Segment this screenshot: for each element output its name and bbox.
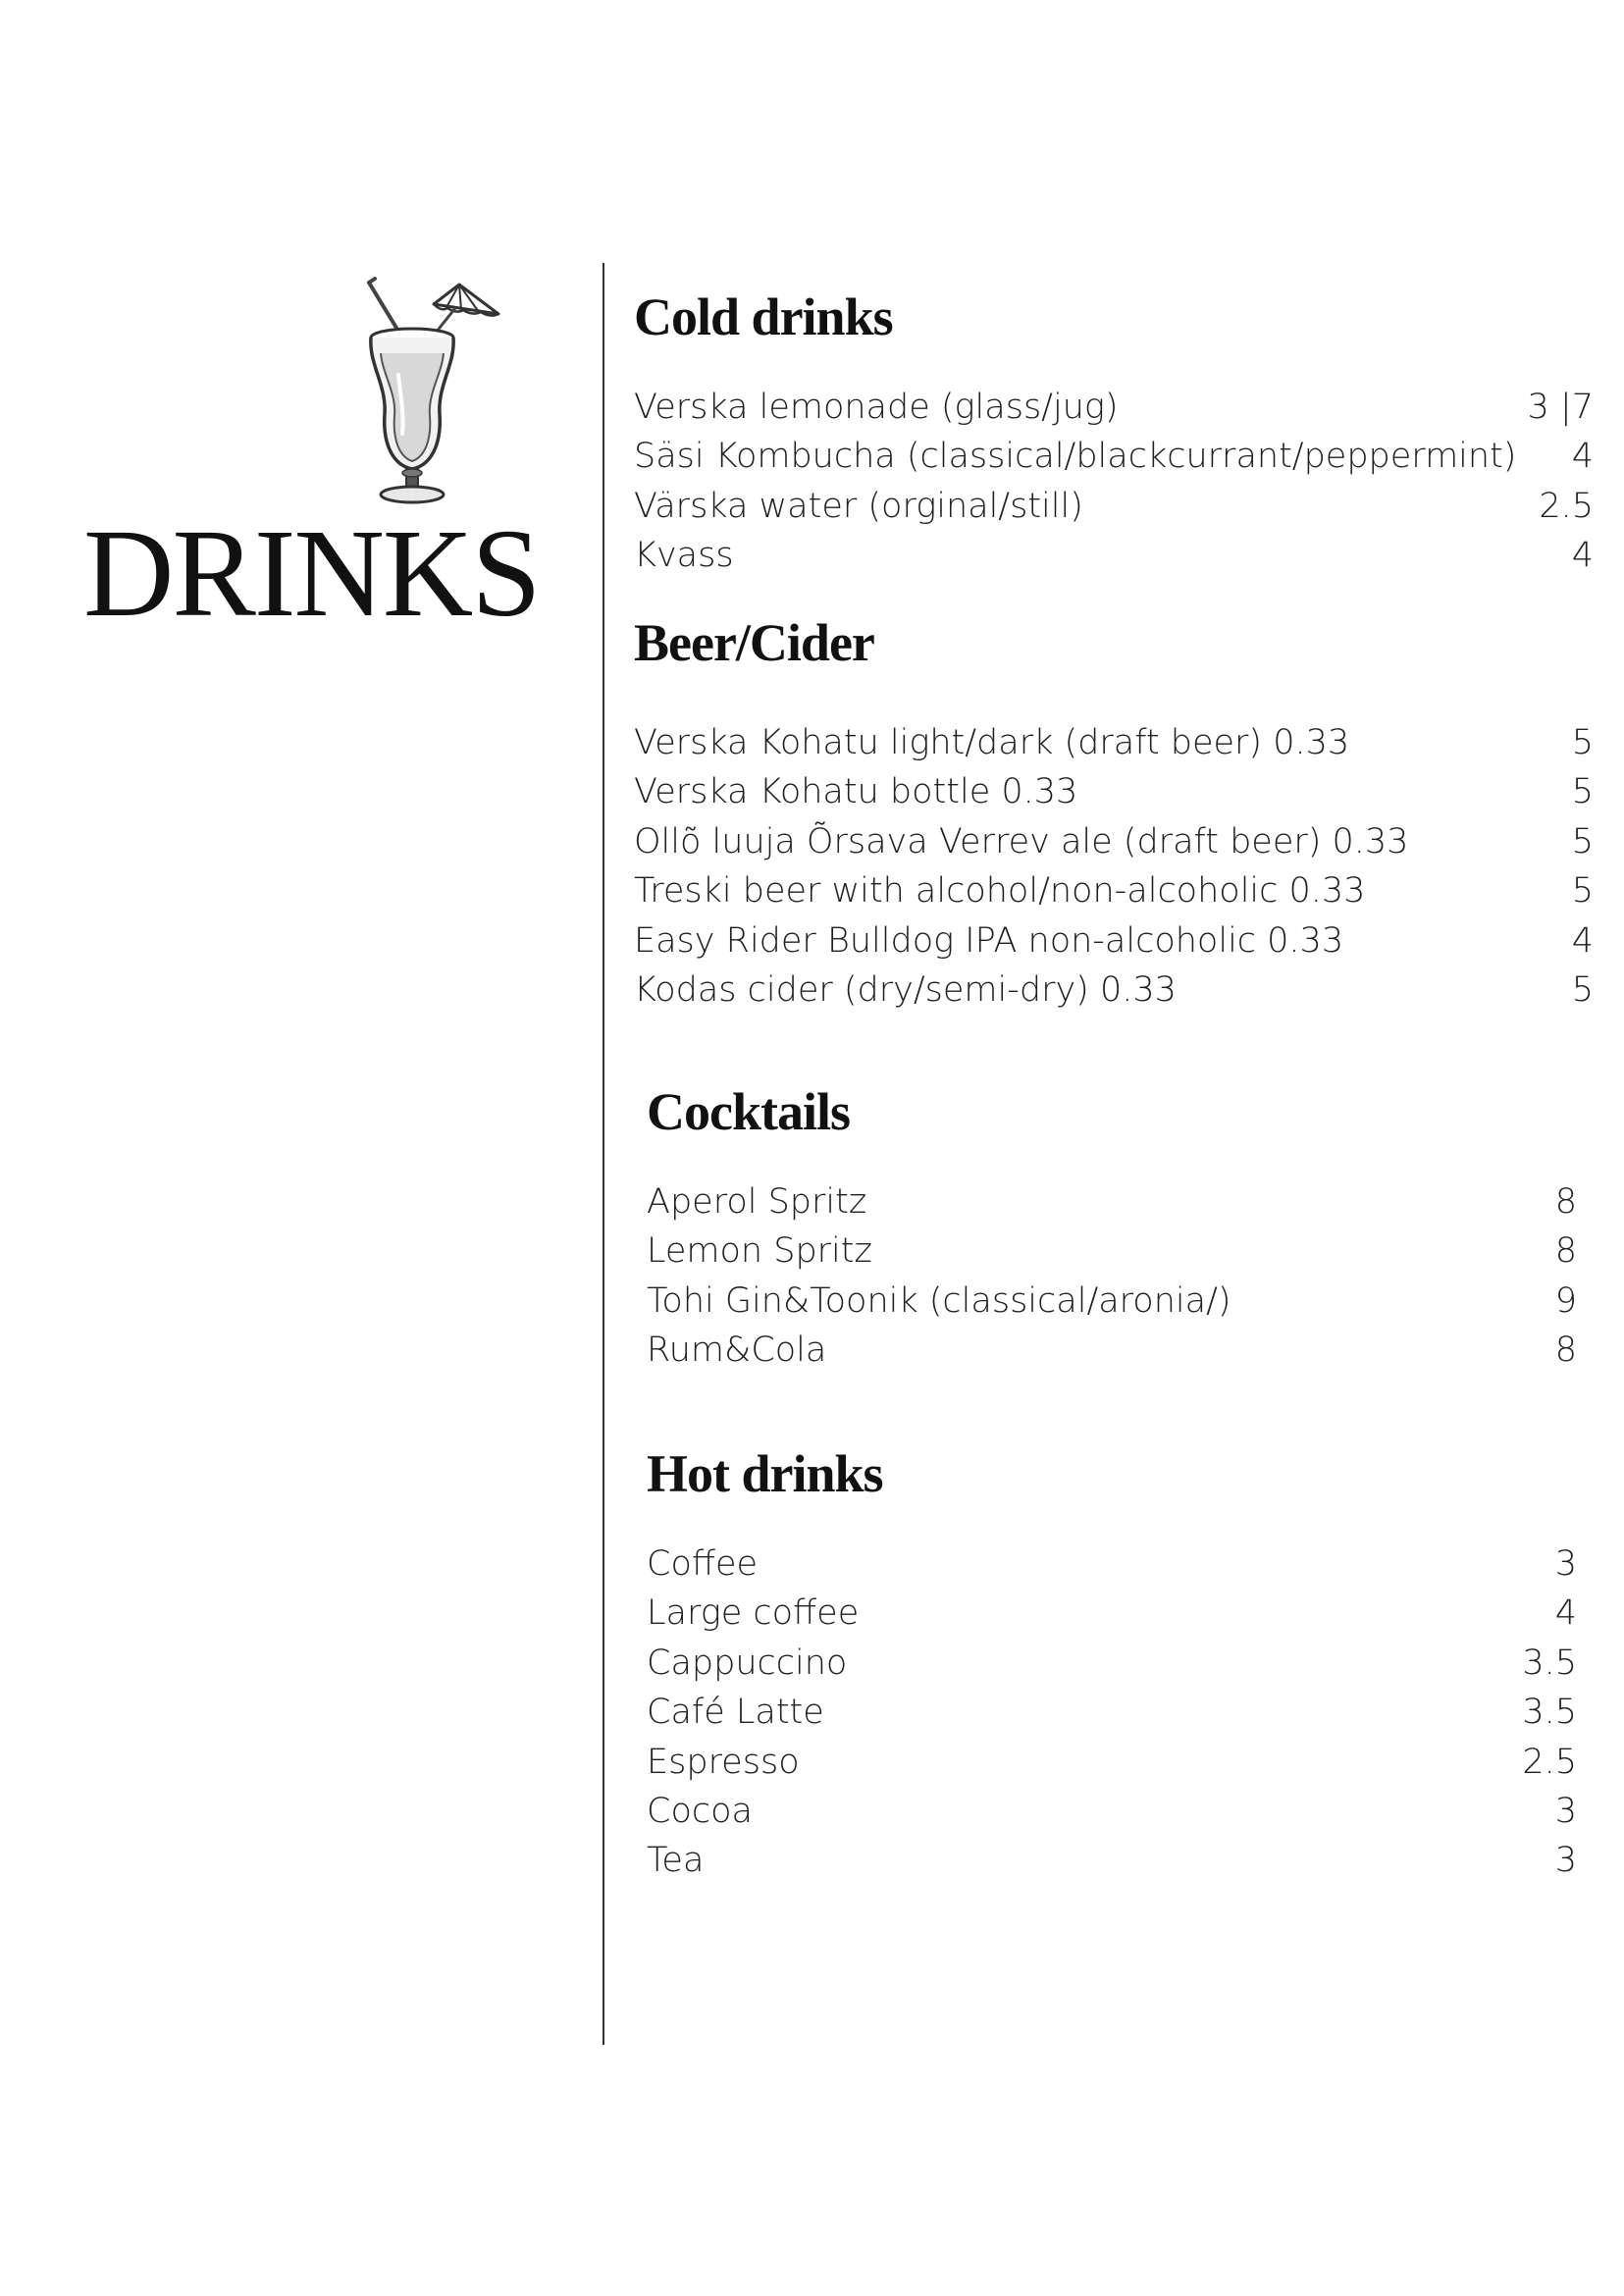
section-title: Cocktails bbox=[647, 1082, 850, 1141]
item-name: Treski beer with alcohol/non-alcoholic 0.33 bbox=[634, 871, 1366, 912]
menu-item bbox=[647, 1787, 1577, 1836]
menu-item bbox=[634, 531, 1594, 580]
menu-item bbox=[634, 767, 1594, 816]
item-price: 3.5 bbox=[1522, 1693, 1577, 1733]
section-title: Hot drinks bbox=[647, 1444, 883, 1503]
item-price: 5 bbox=[1571, 772, 1594, 812]
item-name: Tohi Gin&Toonik (classical/aronia/) bbox=[647, 1280, 1231, 1321]
menu-item bbox=[634, 383, 1594, 432]
item-name: Ollõ luuja Õrsava Verrev ale (draft beer) 0.33 bbox=[634, 821, 1409, 861]
item-name: Verska lemonade (glass/jug) bbox=[634, 388, 1119, 427]
menu-item bbox=[647, 1589, 1577, 1638]
item-price: 4 bbox=[1571, 437, 1594, 477]
item-name: Kvass bbox=[634, 536, 734, 576]
section-beer-cider bbox=[634, 613, 1594, 1015]
menu-item bbox=[634, 718, 1594, 767]
item-name: Verska Kohatu light/dark (draft beer) 0.33 bbox=[634, 723, 1350, 762]
item-price: 3.5 bbox=[1522, 1643, 1577, 1683]
item-name: Aperol Spritz bbox=[647, 1182, 867, 1222]
menu-item bbox=[634, 866, 1594, 915]
item-name: Rum&Cola bbox=[647, 1331, 827, 1371]
item-price: 8 bbox=[1554, 1182, 1577, 1222]
section-title: Beer/Cider bbox=[634, 613, 874, 672]
item-name: Café Latte bbox=[647, 1693, 824, 1733]
item-price: 3 bbox=[1554, 1544, 1577, 1584]
item-price: 8 bbox=[1554, 1331, 1577, 1371]
item-name: Cocoa bbox=[647, 1791, 753, 1831]
menu-item bbox=[647, 1639, 1577, 1688]
item-name: Säsi Kombucha (classical/blackcurrant/peppermint) bbox=[634, 437, 1517, 477]
menu-item bbox=[647, 1277, 1577, 1326]
menu-item bbox=[634, 432, 1594, 481]
item-name: Kodas cider (dry/semi-dry) 0.33 bbox=[634, 969, 1177, 1010]
item-name: Easy Rider Bulldog IPA non-alcoholic 0.33 bbox=[634, 920, 1344, 961]
item-name: Large coffee bbox=[647, 1593, 860, 1634]
section-cocktails bbox=[647, 1082, 1577, 1376]
item-price: 5 bbox=[1571, 821, 1594, 861]
item-price: 5 bbox=[1571, 723, 1594, 762]
item-name: Verska Kohatu bottle 0.33 bbox=[634, 772, 1078, 812]
item-name: Espresso bbox=[647, 1742, 800, 1782]
menu-item bbox=[647, 1836, 1577, 1885]
section-title: Cold drinks bbox=[634, 287, 893, 346]
item-price: 5 bbox=[1571, 969, 1594, 1010]
item-name: Tea bbox=[647, 1841, 705, 1881]
cocktail-glass-icon bbox=[363, 277, 510, 507]
item-name: Värska water (orginal/still) bbox=[634, 486, 1083, 526]
menu-item bbox=[634, 916, 1594, 965]
section-cold-drinks bbox=[634, 287, 1594, 581]
menu-item bbox=[647, 1226, 1577, 1276]
menu-item bbox=[647, 1539, 1577, 1589]
menu-item bbox=[647, 1326, 1577, 1375]
item-price: 4 bbox=[1554, 1593, 1577, 1634]
item-price: 3 bbox=[1554, 1841, 1577, 1881]
menu-item bbox=[647, 1177, 1577, 1226]
item-price: 4 bbox=[1571, 920, 1594, 961]
item-price: 9 bbox=[1554, 1280, 1577, 1321]
item-name: Cappuccino bbox=[647, 1643, 848, 1683]
item-price: 3 bbox=[1554, 1791, 1577, 1831]
item-name: Coffee bbox=[647, 1544, 759, 1584]
vertical-divider bbox=[602, 263, 604, 2045]
menu-item bbox=[634, 817, 1594, 866]
item-price: 5 bbox=[1571, 871, 1594, 912]
item-price: 2.5 bbox=[1539, 486, 1594, 526]
item-price: 8 bbox=[1554, 1231, 1577, 1272]
menu-item bbox=[634, 482, 1594, 531]
section-hot-drinks bbox=[647, 1444, 1577, 1886]
item-price: 3 |7 bbox=[1527, 388, 1594, 427]
item-name: Lemon Spritz bbox=[647, 1231, 872, 1272]
item-price: 2.5 bbox=[1522, 1742, 1577, 1782]
menu-item bbox=[647, 1738, 1577, 1787]
item-price: 4 bbox=[1571, 536, 1594, 576]
menu-item bbox=[647, 1688, 1577, 1737]
menu-item bbox=[634, 965, 1594, 1015]
page-title: DRINKS bbox=[83, 503, 540, 643]
